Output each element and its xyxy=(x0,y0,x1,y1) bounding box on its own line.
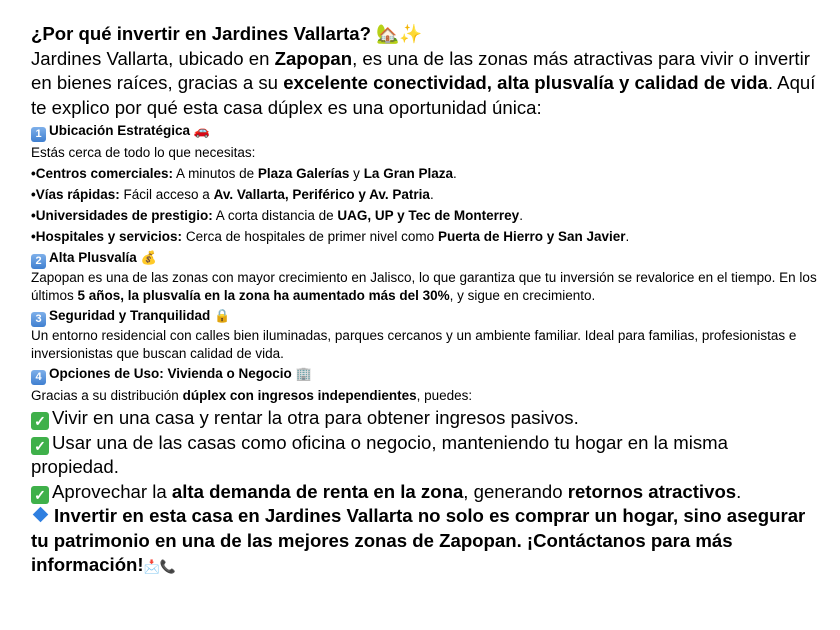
lock-icon: 🔒 xyxy=(214,308,231,323)
section-4-paragraph: Gracias a su distribución dúplex con ingresos independientes, puedes: xyxy=(31,388,473,403)
number-3-icon: 3 xyxy=(31,312,46,327)
number-1-icon: 1 xyxy=(31,127,46,142)
closing-paragraph xyxy=(31,504,820,580)
intro-text-1: Jardines Vallarta, ubicado en xyxy=(31,47,275,69)
intro-paragraph xyxy=(31,47,820,121)
check-mark-icon: ✓ xyxy=(31,437,49,455)
section-4-title: Opciones de Uso: Vivienda o Negocio xyxy=(49,366,292,381)
intro-text-3: . Aquí te explico por qué esta casa dúplex es una oportunidad única: xyxy=(31,72,816,118)
car-icon: 🚗 xyxy=(193,123,211,138)
list-item: •Hospitales y servicios: Cerca de hospitales de primer nivel como Puerta de Hierro y San Javier. xyxy=(31,229,630,244)
section-1-heading xyxy=(31,120,820,142)
section-3-heading xyxy=(31,305,820,327)
section-2-paragraph: Zapopan es una de las zonas con mayor crecimiento en Jalisco, lo que garantiza que tu inversión se revalorice en el tiempo. En los últimos 5 años, la plusvalía en la zona ha aumentado más del 30%, y sigue en crecimiento. xyxy=(31,270,817,303)
section-1-title: Ubicación Estratégica xyxy=(49,123,191,138)
envelope-phone-icon: 📩📞 xyxy=(143,559,176,574)
check-mark-icon: ✓ xyxy=(31,486,49,504)
section-3-title: Seguridad y Tranquilidad xyxy=(49,308,211,323)
section-2-heading xyxy=(31,247,820,269)
money-bag-icon: 💰 xyxy=(140,250,157,265)
house-sparkle-icon: 🏡✨ xyxy=(376,23,423,44)
section-2-title: Alta Plusvalía xyxy=(49,250,137,265)
page-title: ¿Por qué invertir en Jardines Vallarta? xyxy=(31,23,371,44)
list-item: •Centros comerciales: A minutos de Plaza Galerías y La Gran Plaza. xyxy=(31,166,457,181)
section-4-heading xyxy=(31,363,820,385)
number-4-icon: 4 xyxy=(31,370,46,385)
title-line xyxy=(31,22,820,47)
closing-text: Invertir en esta casa en Jardines Vallarta no solo es comprar un hogar, sino asegurar tu patrimonio en una de las mejores zonas de Zapopan. ¡Contáctanos para más información! xyxy=(31,505,806,575)
check-item-1: ✓ Vivir en una casa y rentar la otra para obtener ingresos pasivos. xyxy=(31,406,820,431)
section-1-lead: Estás cerca de todo lo que necesitas: xyxy=(31,145,256,160)
check-item-2: ✓ Usar una de las casas como oficina o negocio, manteniendo tu hogar en la misma propiedad. xyxy=(31,431,728,477)
intro-bold-2: excelente conectividad, alta plusvalía y calidad de vida xyxy=(283,72,768,93)
intro-text-2: , es una de las zonas más atractivas para vivir o invertir en bienes raíces, gracias a su xyxy=(31,47,810,93)
number-2-icon: 2 xyxy=(31,254,46,269)
office-building-icon: 🏢 xyxy=(295,366,312,381)
intro-bold-1: Zapopan xyxy=(274,47,353,69)
check-item-3: ✓ Aprovechar la alta demanda de renta en la zona, generando retornos atractivos. xyxy=(31,480,820,505)
blue-diamond-icon xyxy=(33,507,49,523)
list-item: •Universidades de prestigio: A corta distancia de UAG, UP y Tec de Monterrey. xyxy=(31,208,523,223)
list-item: •Vías rápidas: Fácil acceso a Av. Vallarta, Periférico y Av. Patria. xyxy=(31,187,434,202)
section-3-paragraph: Un entorno residencial con calles bien iluminadas, parques cercanos y un ambiente familiar. Ideal para familias, profesionistas e inversionistas que buscan calidad de vida. xyxy=(31,328,797,361)
check-mark-icon: ✓ xyxy=(31,412,49,430)
